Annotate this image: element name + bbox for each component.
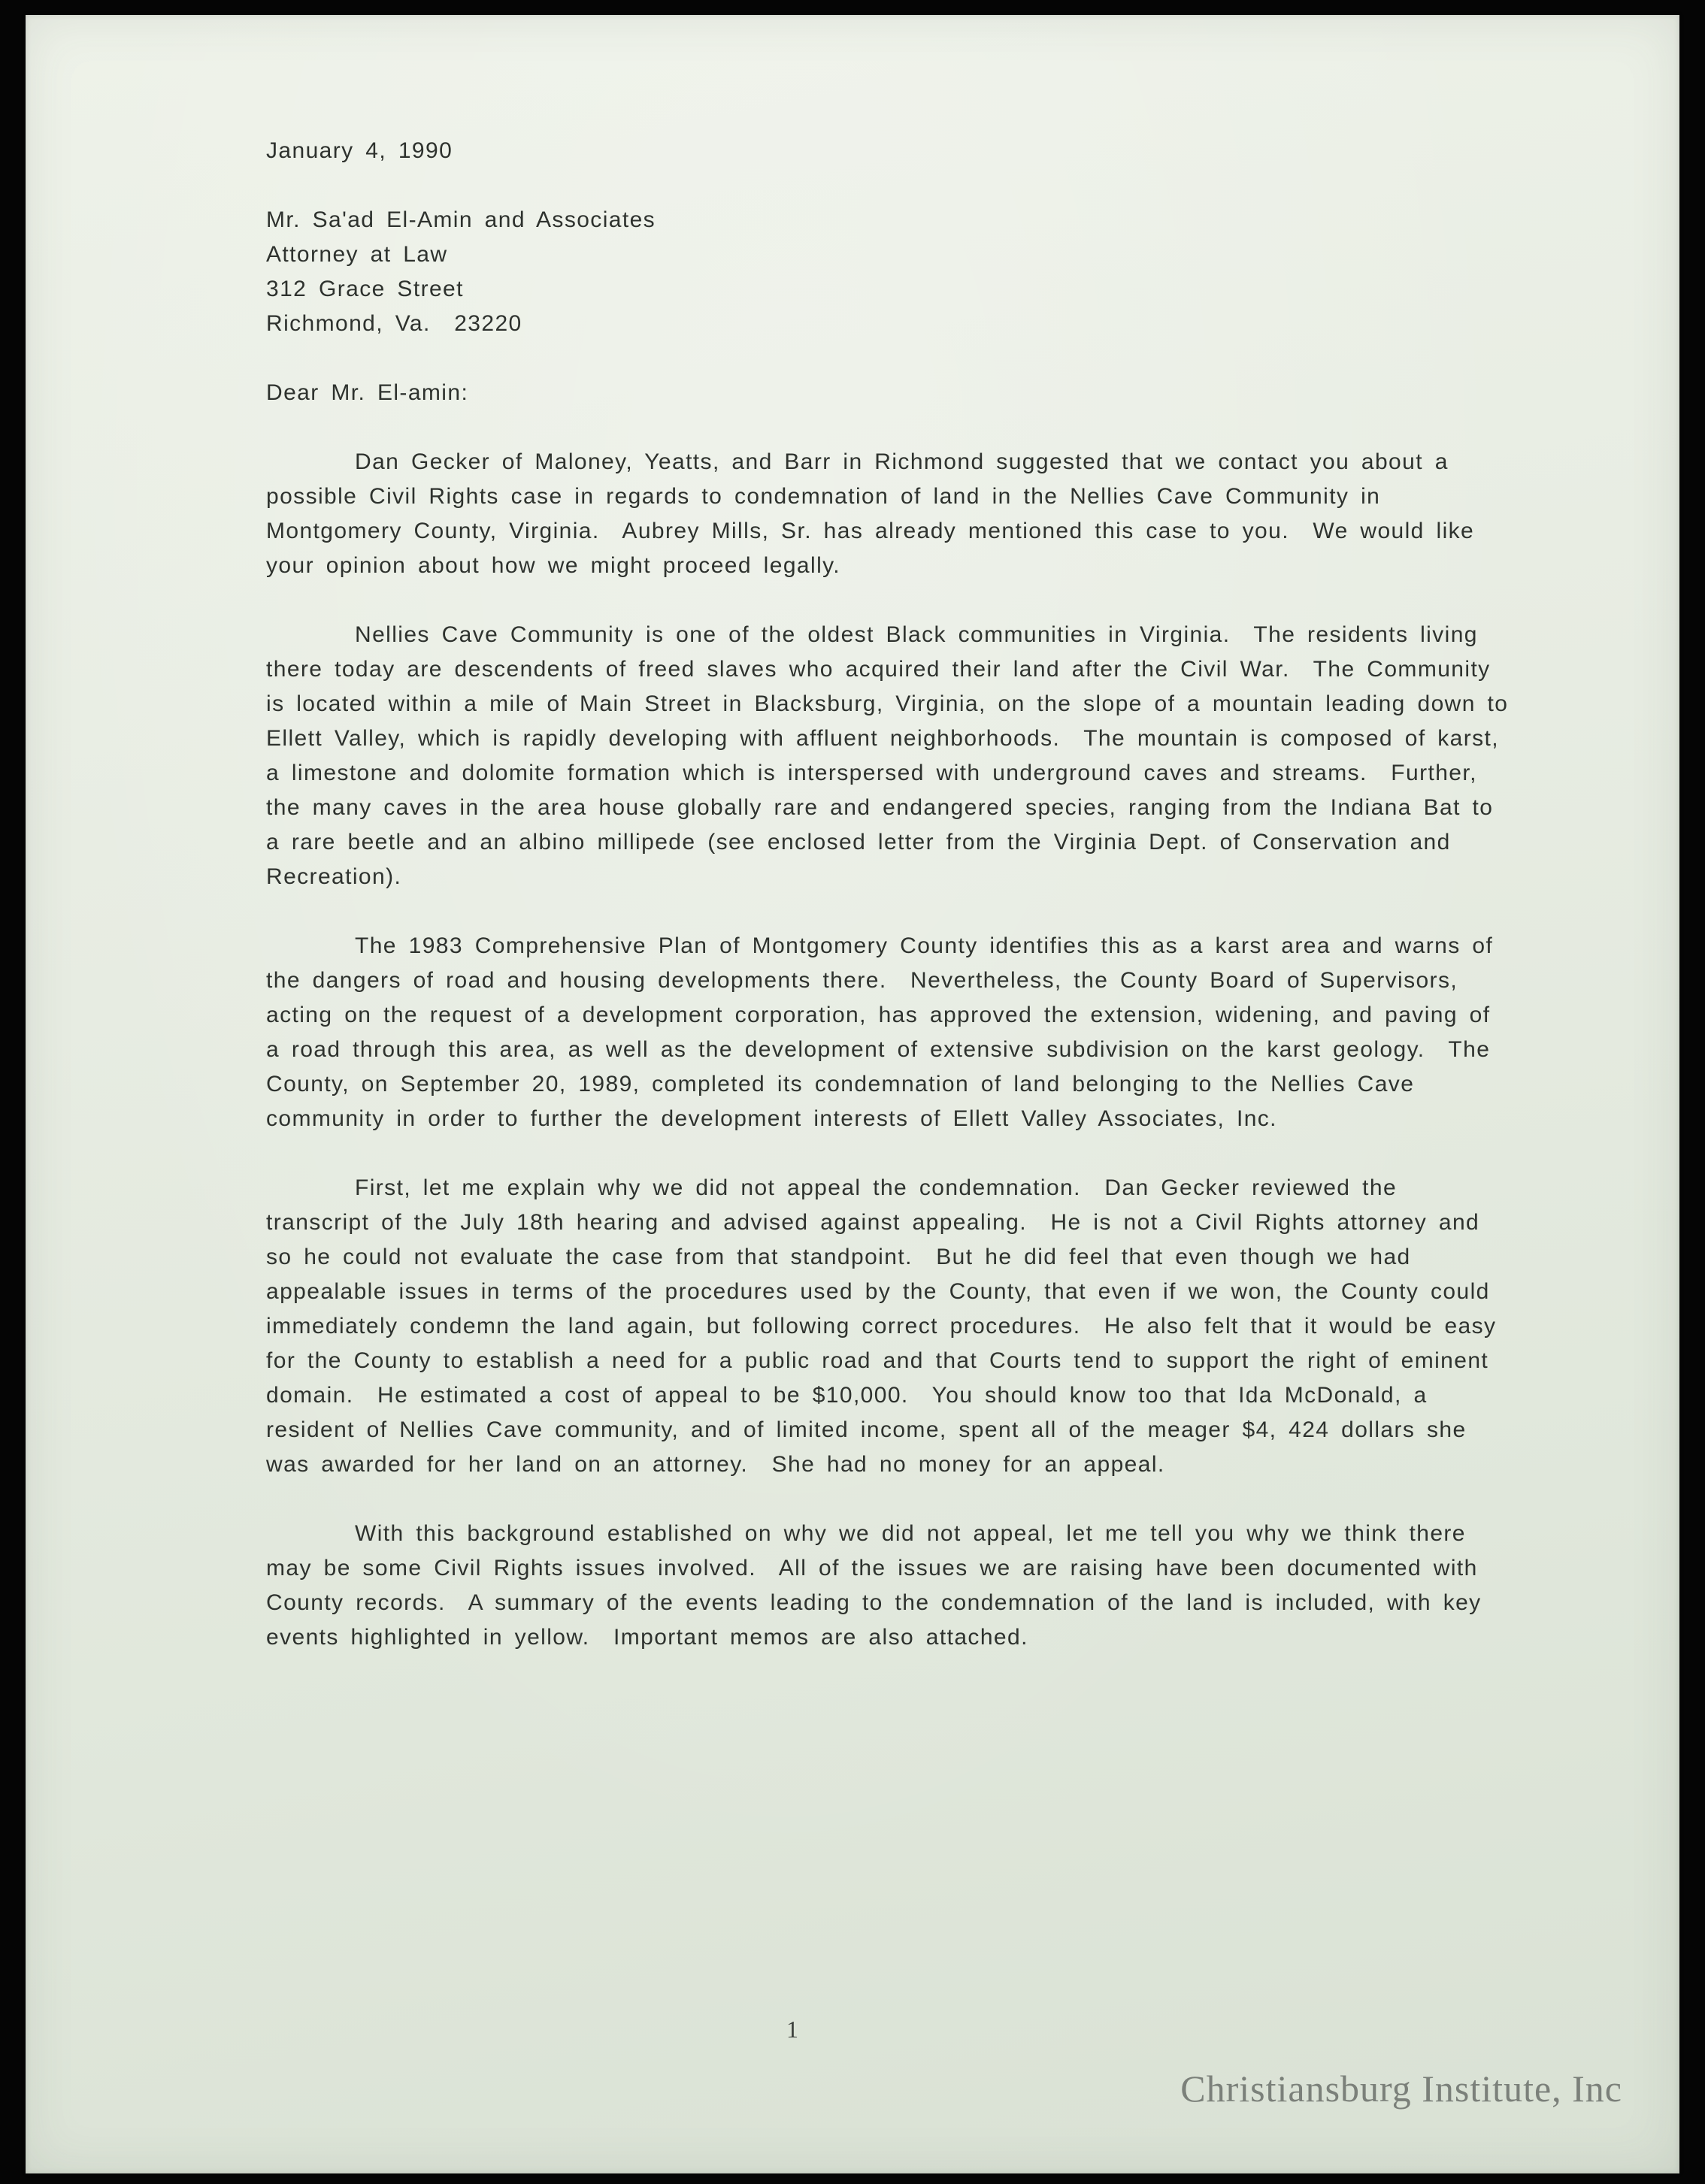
recipient-address-block (266, 203, 1510, 341)
salutation: Dear Mr. El-amin: (266, 380, 469, 405)
paragraph-4: First, let me explain why we did not appeal the condemnation. Dan Gecker reviewed the transcript of the July 18th hearing and advised against appealing. He is not a Civil Rights attorney and so he could not evaluate the case from that standpoint. But he did feel that even though we had appealable issues in terms of the procedures used by the County, that even if we won, the County could immediately condemn the land again, but following correct procedures. He also felt that it would be easy for the County to establish a need for a public road and that Courts tend to support the right of eminent domain. He estimated a cost of appeal to be $10,000. You should know too that Ida McDonald, a resident of Nellies Cave community, and of limited income, spent all of the meager $4, 424 dollars she was awarded for her land on an attorney. She had no money for an appeal. (266, 1175, 1509, 1477)
archive-watermark: Christiansburg Institute, Inc (1180, 2068, 1622, 2110)
recipient-title: Attorney at Law (266, 242, 448, 267)
letter-content (266, 134, 1521, 1655)
paragraph-3: The 1983 Comprehensive Plan of Montgomery County identifies this as a karst area and warns of the dangers of road and housing developments there. Nevertheless, the County Board of Supervisors, acting on the request of a development corporation, has approved the extension, widening, and paving of a road through this area, as well as the development of extensive subdivision on the karst geology. The County, on September 20, 1989, completed its condemnation of land belonging to the Nellies Cave community in order to further the development interests of Ellett Valley Associates, Inc. (266, 933, 1505, 1131)
letter-page (26, 15, 1679, 2173)
page-number: 1 (786, 2016, 798, 2043)
recipient-city-state-zip: Richmond, Va. 23220 (266, 311, 522, 336)
letter-date: January 4, 1990 (266, 138, 453, 163)
paragraph-5: With this background established on why we did not appeal, let me tell you why we think there may be some Civil Rights issues involved. All of the issues we are raising have been documented with County records. A summary of the events leading to the condemnation of the land is included, with key events highlighted in yellow. Important memos are also attached. (266, 1521, 1494, 1650)
recipient-name: Mr. Sa'ad El-Amin and Associates (266, 207, 656, 232)
recipient-street: 312 Grace Street (266, 277, 464, 301)
paragraph-2: Nellies Cave Community is one of the oldest Black communities in Virginia. The residents living there today are descendents of freed slaves who acquired their land after the Civil War. The Community is located within a mile of Main Street in Blacksburg, Virginia, on the slope of a mountain leading down to Ellett Valley, which is rapidly developing with affluent neighborhoods. The mountain is composed of karst, a limestone and dolomite formation which is interspersed with underground caves and streams. Further, the many caves in the area house globally rare and endangered species, ranging from the Indiana Bat to a rare beetle and an albino millipede (see enclosed letter from the Virginia Dept. of Conservation and Recreation). (266, 622, 1521, 889)
paragraph-1: Dan Gecker of Maloney, Yeatts, and Barr in Richmond suggested that we contact you about a possible Civil Rights case in regards to condemnation of land in the Nellies Cave Community in Montgomery County, Virginia. Aubrey Mills, Sr. has already mentioned this case to you. We would like your opinion about how we might proceed legally. (266, 449, 1486, 578)
